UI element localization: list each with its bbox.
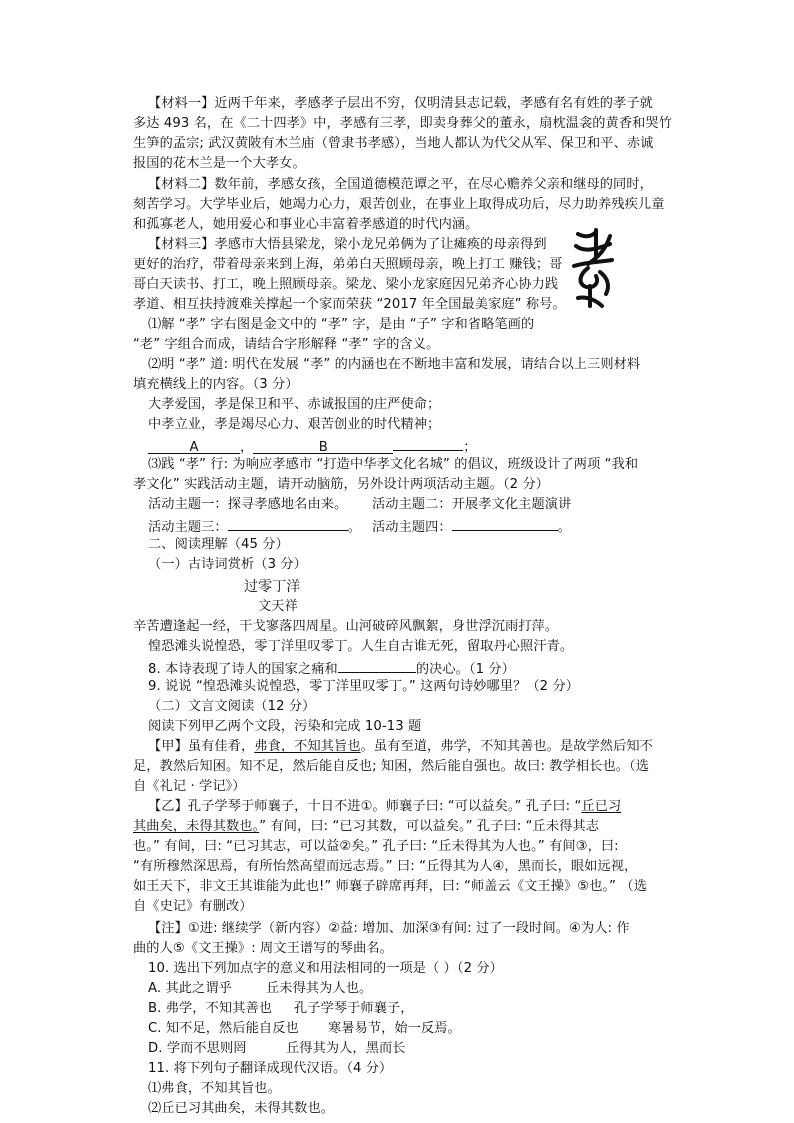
q1-line2: “老” 字组合而成，请结合字形解释 “孝” 字的含义。 <box>133 337 440 352</box>
topic3-label: 活动主题三： <box>148 520 228 535</box>
q11-item1: ⑴弗食，不知其旨也。 <box>148 1081 281 1096</box>
q3-topic3 <box>148 516 361 537</box>
q10-stem: 10. 选出下列加点字的意义和用法相同的一项是（ ）（2 分） <box>148 961 503 976</box>
material3-line1: 【材料三】孝感市大悟县梁龙，梁小龙兄弟俩为了让瘫痪的母亲得到 <box>148 237 547 252</box>
blank-b[interactable] <box>253 439 393 454</box>
yi-line5: 如王天下，非文王其谁能为此也!” 师襄子辟席再拜，曰: “师盖云《文王操》⑤也。” （选 <box>133 879 647 894</box>
topic3-end: 。 <box>347 520 362 535</box>
q3-topic2: 活动主题二：开展孝文化主题演讲 <box>372 497 572 512</box>
q3-line1: ⑶践 “孝” 行: 为响应孝感市 “打造中华孝文化名城” 的倡议，班级设计了两项 “我和 <box>148 457 639 472</box>
section2-title: 二、阅读理解（45 分） <box>148 537 289 552</box>
poem-title: 过零丁洋 <box>244 579 301 595</box>
yi-line1 <box>148 798 621 816</box>
material2-line1: 【材料二】数年前，孝感女孩，全国道德模范谭之平，在尽心赡养父亲和继母的同时， <box>148 177 653 192</box>
material1-line4: 报国的花木兰是一个大孝女。 <box>133 156 306 171</box>
q8-after: 的决心。（1 分） <box>415 662 516 677</box>
section-wenyan-title: （二）文言文阅读（12 分） <box>148 699 316 714</box>
q8-before: 8. 本诗表现了诗人的国家之痛和 <box>148 662 338 677</box>
blank-a[interactable] <box>148 439 240 454</box>
section-wenyan-intro: 阅读下列甲乙两个文段，污染和完成 10-13 题 <box>148 719 422 734</box>
yi-line3: 也。” 有间，曰: “已习其志，可以益②矣。” 孔子曰: “丘未得其为人也。” 有间③，曰: <box>133 839 619 854</box>
q10-option-b-left: B. 弗学，不知其善也 <box>148 1001 273 1016</box>
yi-line1-a: 【乙】孔子学琴于师襄子，十日不进①。师襄子曰: “可以益矣。” 孔子曰: “ <box>148 799 582 814</box>
blank-a-label: A <box>189 440 199 455</box>
q10-option-d-right: 丘得其为人，黑而长 <box>286 1041 406 1056</box>
q8 <box>148 658 515 679</box>
jia-line1 <box>148 738 653 756</box>
blank-b-label: B <box>318 440 328 455</box>
material3-line2: 更好的治疗，带着母亲来到上海，弟弟白天照顾母亲，晚上打工 赚钱；哥 <box>133 257 563 272</box>
yi-underlined-2: 其曲矣，未得其数也。 <box>133 819 260 834</box>
q2-blanks <box>148 436 477 457</box>
section2-sub1: （一）古诗词赏析（3 分） <box>148 557 307 572</box>
yi-line2 <box>133 818 599 836</box>
q3-topic1: 活动主题一：探寻孝感地名由来。 <box>148 497 348 512</box>
yi-underlined-1: 丘已习 <box>581 799 622 814</box>
material3-line3: 哥白天读书、打工，晚上照顾母亲。梁龙、梁小龙家庭因兄弟齐心协力践 <box>133 277 559 292</box>
material2-line2: 刻苦学习。大学毕业后，她竭力心力，艰苦创业，在事业上取得成功后，尽力助养残疾儿童 <box>133 197 665 212</box>
material1-line3: 生笋的孟宗; 武汉黄陂有木兰庙（曾隶书孝感），当地人都认为代父从军、保卫和平、赤诚 <box>133 136 654 151</box>
jia-line1-b: 。虽有至道，弗学，不知其善也。是故学然后知不 <box>360 739 653 754</box>
q10-option-a-left: A. 其此之谓乎 <box>148 981 232 996</box>
jia-underlined: 弗食，不知其旨也 <box>254 739 361 754</box>
q3-line2: 孝文化” 实践活动主题，请开动脑筋，另外设计两项活动主题。（2 分） <box>133 477 550 492</box>
yi-line4: “有所穆然深思焉，有所怡然高望而远志焉。” 曰: “丘得其为人④，黑而长，眼如远视， <box>133 859 638 874</box>
q10-option-c-left: C. 知不足，然后能自反也 <box>148 1021 299 1036</box>
q11-stem: 11. 将下列句子翻译成现代汉语。（4 分） <box>148 1061 393 1076</box>
topic4-end: 。 <box>557 520 572 535</box>
topic4-blank[interactable] <box>452 516 558 531</box>
material2-line3: 和孤寡老人，她用爱心和事业心丰富着孝感道的时代内涵。 <box>133 217 479 232</box>
yi-line6: 自《史记》有删改） <box>133 899 253 914</box>
blank-b-tail <box>393 436 463 451</box>
q11-item2: ⑵丘已习其曲矣，未得其数也。 <box>148 1101 335 1116</box>
q2-line2: 填充横线上的内容。（3 分） <box>133 377 299 392</box>
q3-topic4 <box>372 516 571 537</box>
q1-line1: ⑴解 “孝” 字右图是金文中的 “孝” 字，是由 “子” 字和省略笔画的 <box>148 317 535 332</box>
q10-option-a-right: 丘未得其为人也。 <box>266 981 373 996</box>
material3-line4: 孝道、相互扶持渡难关撑起一个家而荣获 “2017 年全国最美家庭” 称号。 <box>133 297 566 312</box>
poem-line1: 辛苦遭逢起一经，干戈寥落四周星。山河破碎风飘絮，身世浮沉雨打萍。 <box>133 619 559 634</box>
blank-sep2: ； <box>463 440 477 455</box>
q8-blank[interactable] <box>338 658 416 673</box>
xiao-bronze-script-icon <box>566 226 620 310</box>
q2-line4: 中孝立业，孝是竭尽心力、艰苦创业的时代精神； <box>148 417 441 432</box>
yi-line2-b: ” 有间，曰: “已习其数，可以益矣。” 孔子曰: “丘未得其志 <box>259 819 599 834</box>
q9: 9. 说说 “惶恐滩头说惶恐，零丁洋里叹零丁。” 这两句诗妙哪里？（2 分） <box>148 679 580 694</box>
topic3-blank[interactable] <box>228 516 348 531</box>
jia-line1-a: 【甲】虽有佳肴， <box>148 739 255 754</box>
poem-author: 文天祥 <box>258 599 298 614</box>
topic4-label: 活动主题四： <box>372 520 452 535</box>
material1-line2: 多达 493 名，在《二十四孝》中，孝感有三孝，即卖身葬父的董永，扇枕温衾的黄香和哭竹 <box>133 116 672 131</box>
q2-line3: 大孝爱国，孝是保卫和平、赤诚报国的庄严使命； <box>148 397 441 412</box>
poem-line2: 惶恐滩头说惶恐，零丁洋里叹零丁。人生自古谁无死，留取丹心照汗青。 <box>148 639 574 654</box>
notes-line1: 【注】①进: 继续学（新内容）②益: 增加、加深③有间: 过了一段时间。④为人: 作 <box>148 921 630 936</box>
jia-line3: 自《礼记 · 学记》） <box>133 779 246 794</box>
q10-option-c-right: 寒暑易节，始一反焉。 <box>328 1021 461 1036</box>
jia-line2: 足，教然后知困。知不足，然后能自反也; 知困，然后能自强也。故曰: 教学相长也。（选 <box>133 759 649 774</box>
notes-line2: 曲的人⑤《文王操》: 周文王谱写的琴曲名。 <box>133 941 393 956</box>
q10-option-b-right: 孔子学琴于师襄子， <box>294 1001 414 1016</box>
material1-line1: 【材料一】近两千年来，孝感孝子层出不穷，仅明清县志记载，孝感有名有姓的孝子就 <box>148 96 653 111</box>
q2-line1: ⑵明 “孝” 道: 明代在发展 “孝” 的内涵也在不断地丰富和发展，请结合以上三则材料 <box>148 357 641 372</box>
blank-sep1: ， <box>240 440 254 455</box>
q10-option-d-left: D. 学而不思则罔 <box>148 1041 247 1056</box>
